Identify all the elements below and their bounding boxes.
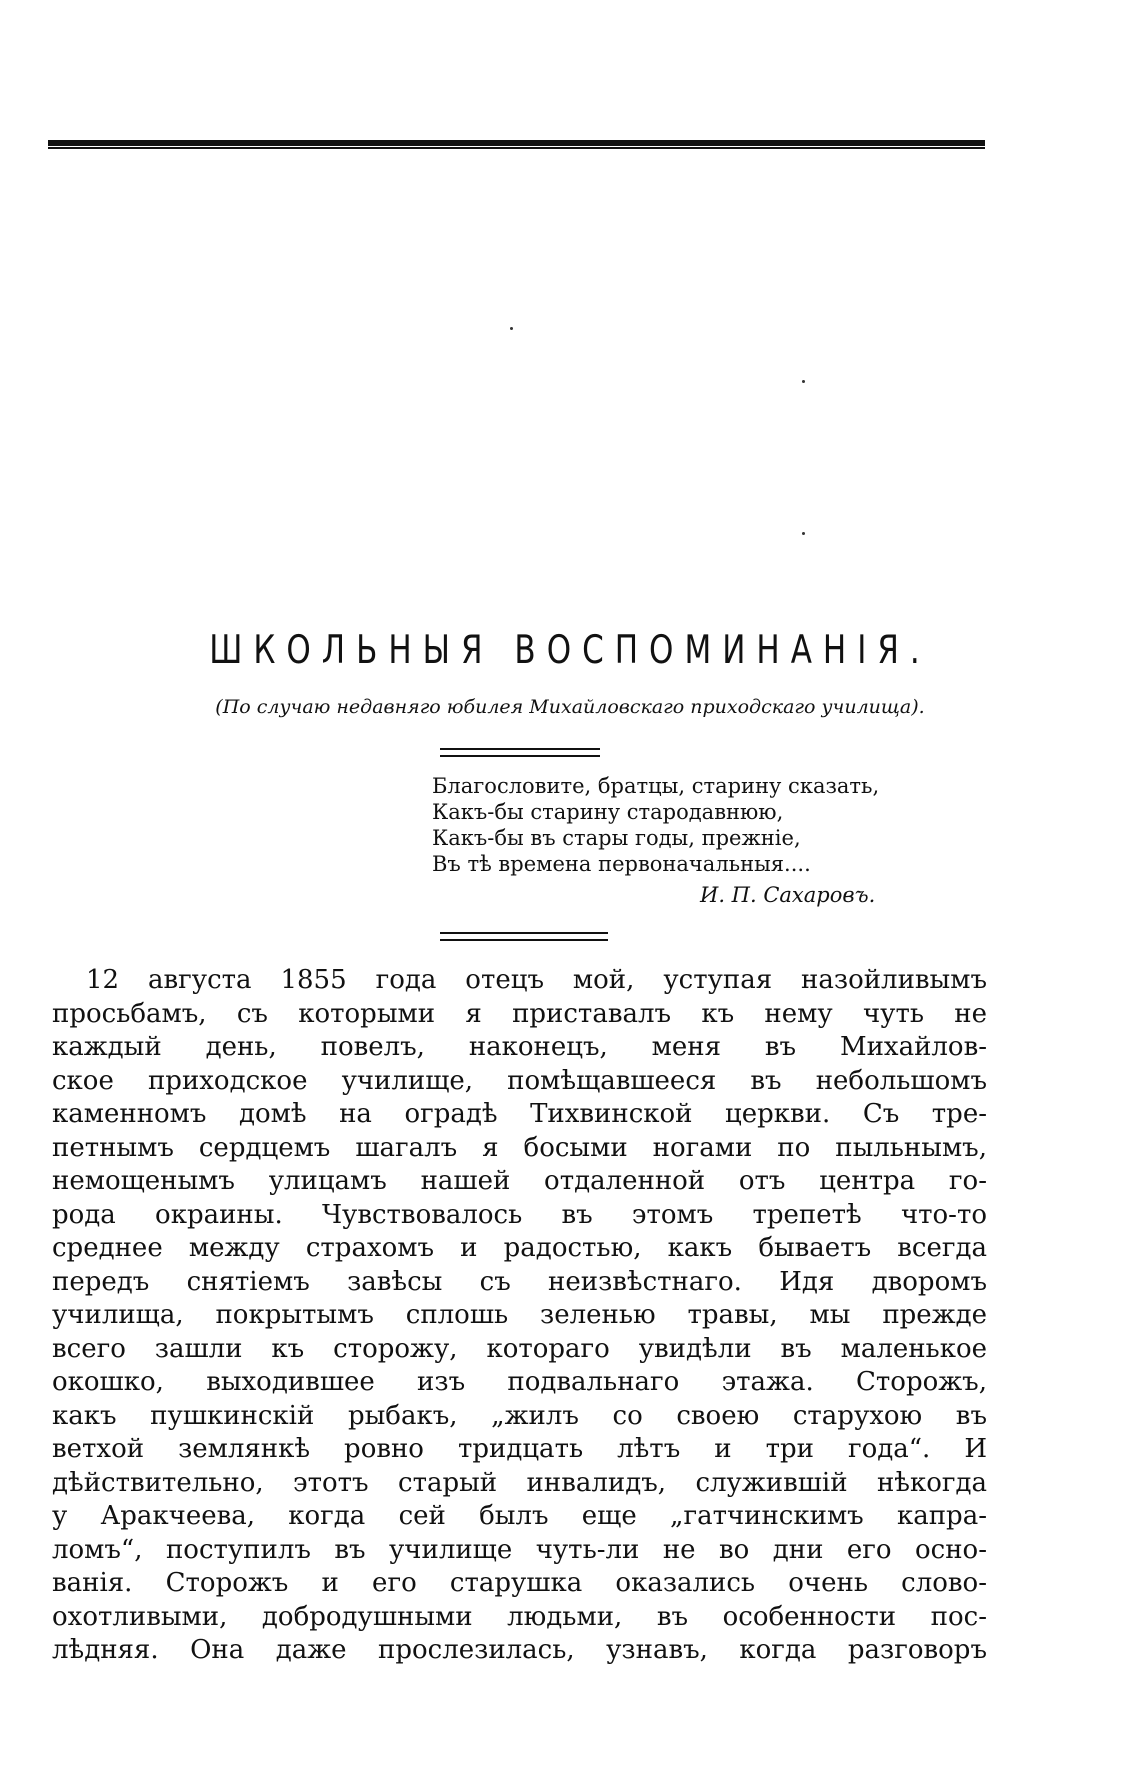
epigraph-line: Въ тѣ времена первоначальныя.... xyxy=(432,852,811,876)
body-line: ванія. Сторожъ и его старушка оказались очень слово- xyxy=(52,1568,987,1598)
body-line: окошко, выходившее изъ подвальнаго этажа. Сторожъ, xyxy=(52,1367,987,1397)
body-line: всего зашли къ сторожу, котораго увидѣли въ маленькое xyxy=(52,1333,987,1364)
body-line: рода окраины. Чувствовалось въ этомъ трепетѣ что-то xyxy=(52,1199,987,1230)
epigraph-attribution: И. П. Сахаровъ. xyxy=(700,883,876,907)
body-line: училища, покрытымъ сплошь зеленью травы, мы прежде xyxy=(52,1300,987,1330)
body-text xyxy=(52,964,987,1668)
print-speck xyxy=(510,327,513,330)
print-speck xyxy=(802,532,805,535)
epigraph-line: Какъ-бы въ стары годы, прежніе, xyxy=(432,826,801,850)
epigraph-line: Какъ-бы старину стародавнюю, xyxy=(432,800,784,824)
body-line: петнымъ сердцемъ шагалъ я босыми ногами по пыльнымъ, xyxy=(52,1132,987,1163)
body-line: охотливыми, добродушными людьми, въ особенности пос- xyxy=(52,1601,987,1632)
divider-rule-lower xyxy=(440,932,608,941)
divider-rule-upper xyxy=(440,748,600,757)
body-line: ское приходское училище, помѣщавшееся въ небольшомъ xyxy=(52,1065,987,1096)
body-line: среднее между страхомъ и радостью, какъ бываетъ всегда xyxy=(52,1233,987,1263)
body-line: 12 августа 1855 года отецъ мой, уступая назойливымъ xyxy=(86,965,987,995)
body-line: немощенымъ улицамъ нашей отдаленной отъ центра го- xyxy=(52,1166,987,1196)
epigraph-line: Благословите, братцы, старину сказать, xyxy=(432,774,880,798)
article-title: ШКОЛЬНЫЯ ВОСПОМИНАНІЯ. xyxy=(209,628,931,673)
body-line: у Аракчеева, когда сей былъ еще „гатчинскимъ капра- xyxy=(52,1501,987,1531)
body-line: передъ снятіемъ завѣсы съ неизвѣстнаго. Идя дворомъ xyxy=(52,1266,987,1297)
body-line: лѣдняя. Она даже прослезилась, узнавъ, когда разговоръ xyxy=(52,1635,987,1665)
article-subtitle: (По случаю недавняго юбилея Михайловскаго приходскаго училища). xyxy=(215,696,925,718)
body-line: просьбамъ, съ которыми я приставалъ къ нему чуть не xyxy=(52,998,987,1029)
epigraph xyxy=(432,773,972,877)
print-speck xyxy=(802,380,805,383)
body-line: ветхой землянкѣ ровно тридцать лѣтъ и три года“. И xyxy=(52,1434,987,1464)
body-line: ломъ“, поступилъ въ училище чуть-ли не во дни его осно- xyxy=(52,1534,987,1565)
body-line: дѣйствительно, этотъ старый инвалидъ, служившій нѣкогда xyxy=(52,1467,987,1498)
body-line: каменномъ домѣ на оградѣ Тихвинской церкви. Съ тре- xyxy=(52,1099,987,1129)
top-double-rule xyxy=(48,140,985,149)
body-line: какъ пушкинскій рыбакъ, „жилъ со своею старухою въ xyxy=(52,1400,987,1431)
body-line: каждый день, повелъ, наконецъ, меня въ Михайлов- xyxy=(52,1032,987,1062)
